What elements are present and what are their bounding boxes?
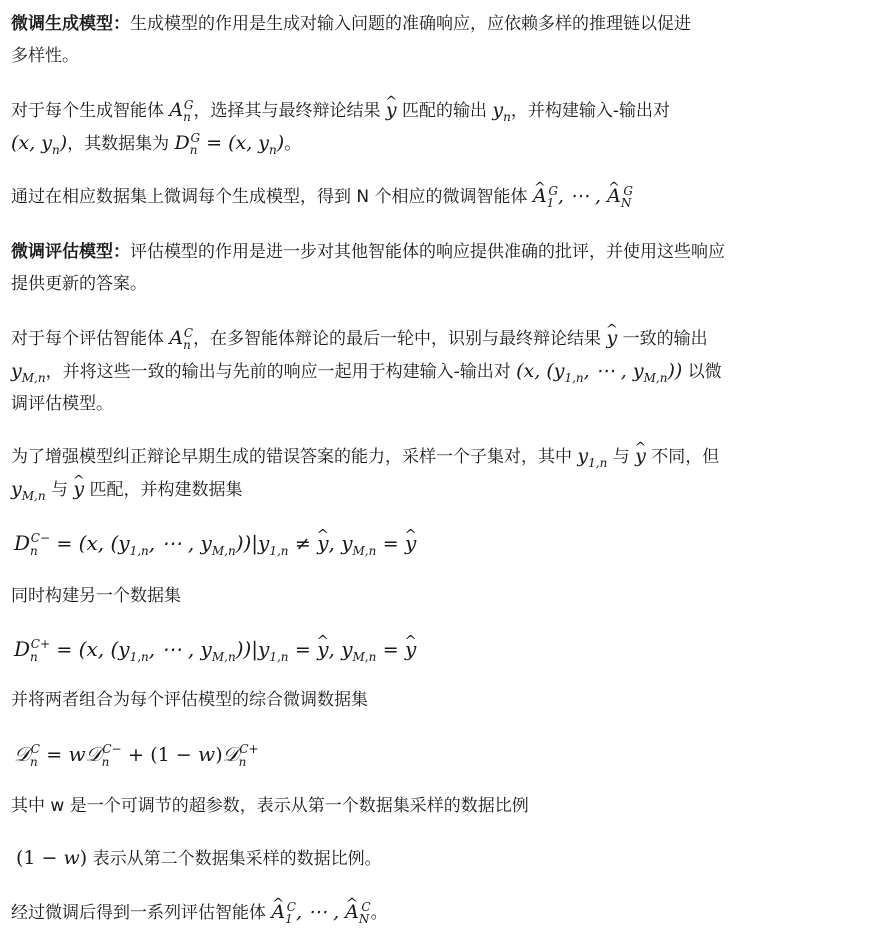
para-hyperparameter-w <box>11 790 873 822</box>
math-dataset-g: $D_n^G = (x$, $y_n$) <box>174 130 285 157</box>
heading-finetune-generation: 微调生成模型： <box>11 14 130 34</box>
math-y-hat: ^ y <box>606 322 617 354</box>
math-agent-hat-list-g: ^ $A_1^G$, ⋯ , ^ $A_N^G$ <box>533 185 633 207</box>
para2-text-5: ，其数据集为 <box>67 134 170 154</box>
para2-text-4: ，并构建输入-输出对 <box>510 101 671 121</box>
para4-text-b: 提供更新的答案。 <box>11 274 147 294</box>
para6-text-3: 不同，但 <box>651 447 720 467</box>
math-agent-g: $A_n^G$ <box>169 97 194 124</box>
para-finetune-generation <box>11 8 873 72</box>
para9-text-1: 其中 w 是一个可调节的超参数，表示从第一个数据集采样的数据比例 <box>11 796 529 816</box>
para10-text-1: 表示从第二个数据集采样的数据比例。 <box>92 849 382 869</box>
math-y-hat: ^ y <box>73 473 84 505</box>
para1-text-b: 多样性。 <box>11 46 79 66</box>
para6-text-1: 为了增强模型纠正辩论早期生成的错误答案的能力，采样一个子集对，其中 <box>11 447 572 467</box>
para5-text-5: 以微 <box>687 362 722 382</box>
para5-text-4: ，并将这些一致的输出与先前的响应一起用于构建输入-输出对 <box>45 362 511 382</box>
para11-text-2: 。 <box>370 903 388 923</box>
equation-dataset-c-plus: $D_n^{C+} = (x$, ($y_{1,n}$, ⋯ , $y_{M,n}))|y_{1,n}$ = ^ y, $y_{M,n}$ = ^ y <box>14 632 416 667</box>
math-y-n: $y_n$ <box>492 99 511 124</box>
para11-text-1: 经过微调后得到一系列评估智能体 <box>11 903 266 923</box>
para-finetuned-critics <box>11 896 873 929</box>
para5-text-3: 一致的输出 <box>622 329 708 349</box>
para-sampling <box>11 440 873 506</box>
para-one-minus-w <box>11 842 873 875</box>
equation-dataset-c-minus: $D_n^{C-} = (x$, ($y_{1,n}$, ⋯ , $y_{M,n}))|y_{1,n}$ ≠ ^ y, $y_{M,n}$ = ^ y <box>14 526 416 561</box>
para8-text-1: 并将两者组合为每个评估模型的综合微调数据集 <box>11 690 368 710</box>
heading-finetune-critic: 微调评估模型： <box>11 242 130 262</box>
para6-text-2: 与 <box>612 447 630 467</box>
math-one-minus-w: (1 − w) <box>16 847 88 869</box>
para2-text-2: ，选择其与最终辩论结果 <box>193 101 381 121</box>
math-agent-c: $A_n^C$ <box>169 325 194 352</box>
para5-text-6: 调评估模型。 <box>11 394 113 414</box>
para4-text-a: 评估模型的作用是进一步对其他智能体的响应提供准确的批评，并使用这些响应 <box>130 242 725 262</box>
para-finetune-critic <box>11 236 873 300</box>
para-finetuned-agents <box>11 180 873 213</box>
para6-text-5: 匹配，并构建数据集 <box>89 480 243 500</box>
para6-text-4: 与 <box>50 480 68 500</box>
math-pair-x-yn: (x, $y_n$) <box>11 132 68 157</box>
equation-combined-dataset: 𝒟$_n^C$ = w𝒟$_n^{C-}$ + (1 − w)𝒟$_n^{C+}$ <box>14 742 259 769</box>
para5-text-2: ，在多智能体辩论的最后一轮中，识别与最终辩论结果 <box>193 329 602 349</box>
para1-text-a: 生成模型的作用是生成对输入问题的准确响应，应依赖多样的推理链以促进 <box>130 14 691 34</box>
math-y-1n: $y_{1,n}$ <box>577 445 608 470</box>
math-y-hat: ^ y <box>635 440 646 472</box>
math-pair-x-ylist: (x, ($y_{1,n}$, ⋯ , $y_{M,n}$)) <box>516 360 683 385</box>
para7-text-1: 同时构建另一个数据集 <box>11 586 181 606</box>
para2-text-1: 对于每个生成智能体 <box>11 101 164 121</box>
math-y-mn: $y_{M,n}$ <box>11 360 46 385</box>
para2-text-6: 。 <box>284 134 302 154</box>
para-second-dataset <box>11 580 873 612</box>
para5-text-1: 对于每个评估智能体 <box>11 329 164 349</box>
math-y-mn: $y_{M,n}$ <box>11 478 46 503</box>
para-generation-agents <box>11 94 873 160</box>
math-y-hat: ^ y <box>386 94 397 126</box>
math-agent-hat-list-c: ^ $A_1^C$, ⋯ , ^ $A_N^C$ <box>271 901 370 923</box>
para2-text-3: 匹配的输出 <box>402 101 488 121</box>
para-combined-dataset <box>11 684 873 716</box>
para3-text-1: 通过在相应数据集上微调每个生成模型，得到 N 个相应的微调智能体 <box>11 187 528 207</box>
para-critic-agents <box>11 322 873 420</box>
